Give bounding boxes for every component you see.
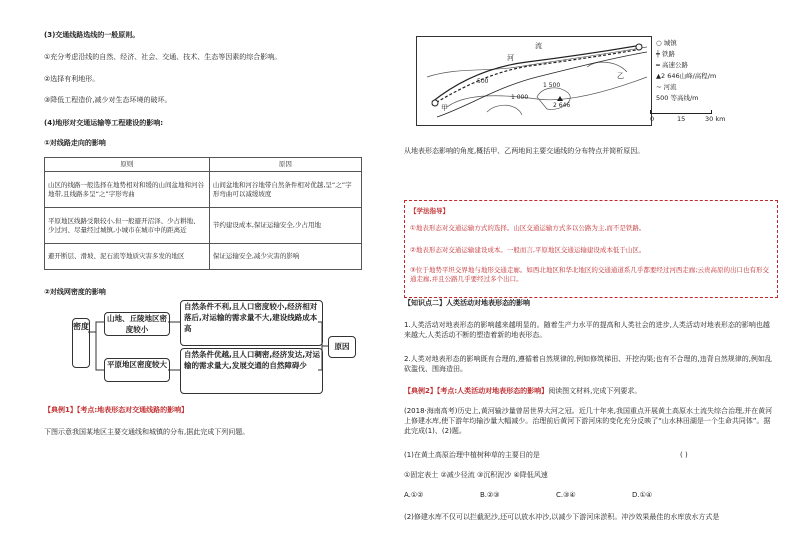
study-tips-title: 【学法指导】	[410, 207, 449, 215]
tip-3: ③位于地势平坦交界地与地形交通走廊。如西北地区和华北地区的交通通道系几乎都要经过河西走廊;云贵高原的出口也有形交通走廊,并且公路几乎要经过多个出口。	[410, 266, 770, 283]
density-branch-mountain: 山地、丘陵地区密度较小	[104, 312, 170, 336]
map-label-500: 500	[477, 78, 489, 85]
example1-tag: 【考点:地表形态对交通线路的影响】	[76, 406, 189, 414]
legend-item: ▲2 646山峰/高程/m	[656, 72, 717, 80]
map-legend	[656, 38, 716, 104]
example2-heading	[404, 386, 641, 396]
sec3-title: (3)交通线路选线的一般原则。	[44, 31, 140, 39]
legend-item: 500 等高线/m	[656, 94, 699, 102]
density-root: 密度	[72, 318, 90, 368]
kp2-paragraph-2: 2.人类对地表形态的影响既有合理的,遵循着自然规律的,例如修筑梯田、开挖沟渠;也有不合理的,违背自然规律的,例如乱砍滥伐、围海造田。	[404, 355, 772, 373]
q1-text: (1)在黄土高原治理中植树种草的主要目的是	[404, 451, 540, 459]
sec4-title: (4)地形对交通运输等工程建设的影响:	[44, 119, 164, 127]
map-label-jia: 甲	[441, 104, 448, 112]
sec3-item-3: ③降低工程造价,减少对生态环境的破坏。	[44, 96, 172, 104]
example1-text: 下图示意我国某地区主要交通线和城镇的分布,据此完成下列问题。	[44, 428, 250, 436]
q1-option-c[interactable]: C.③④	[556, 491, 576, 499]
legend-item: ○ 城镇	[656, 39, 677, 47]
map-label-river: 流	[535, 42, 542, 50]
density-cause: 原因	[328, 336, 356, 358]
sub1-title: ①对线路走向的影响	[44, 139, 106, 147]
sec3-item-2: ②选择有利地形。	[44, 75, 100, 83]
example2-text: (2018·海南高考)历史上,黄河输沙量曾居世界大河之冠。近几十年来,我国重点开展黄土高原水土流失综合治理,并在黄河上修建水库,使下游年均输沙量大幅减少。治理前后黄河下游河床的变化充分反映了“山水林田湖是一个生命共同体”。据此完成(1)、(2)题。	[404, 407, 773, 435]
kp2-paragraph-1: 1.人类活动对地表形态的影响越来越明显的。随着生产力水平的提高和人类社会的进步,人类活动对地表形态的影响也越来越大,人类活动不断的塑造着新的地表形态。	[404, 321, 770, 339]
map-label-1000: 1 000	[511, 94, 529, 101]
table-cell: 保证运输安全,减少灾害的影响	[209, 244, 361, 270]
transport-map	[416, 36, 652, 126]
tip-2: ②地表形态对交通运输建设成本。一般而言,平原地区交通运输建设成本低于山区。	[410, 246, 646, 254]
table-cell: 山间盆地和河谷地带自然条件相对优越,呈“之”字形弯曲可以减缓坡度	[209, 172, 361, 208]
highway-icon: ═	[656, 61, 662, 69]
map-label-river2: 河	[507, 54, 514, 62]
rail-icon: ┿	[656, 50, 662, 58]
q1-option-b[interactable]: B.②③	[480, 491, 500, 499]
map-label-1500: 1 500	[543, 82, 561, 89]
table-cell: 避开断层、滑坡、泥石流等地质灾害多发的地区	[45, 244, 210, 270]
example1-label: 【典例1】	[44, 406, 77, 414]
q1-option-d[interactable]: D.①④	[632, 491, 653, 499]
table-header: 原因	[209, 158, 361, 172]
example2-after: 阅读图文材料,完成下列要求。	[548, 387, 642, 395]
q1-items: ①固定表土 ②减少径流 ③沉积泥沙 ④降低风速	[404, 471, 548, 479]
river-icon: ∼	[656, 83, 664, 91]
map-label-yi: 乙	[617, 72, 624, 80]
density-reason-mountain: 自然条件不利,且人口密度较小,经济相对落后,对运输的需求量不大,建设线路成本高	[180, 300, 323, 346]
example2-label: 【典例2】	[404, 387, 437, 395]
legend-item: ∼ 河流	[656, 83, 677, 91]
map-label-peak: 2 646	[553, 102, 571, 109]
example1-question: 从地表形态影响的角度,概括甲、乙两地间主要交通线的分布特点并简析原因。	[404, 147, 645, 155]
example2-tag: 【考点:人类活动对地表形态的影响】	[436, 387, 549, 395]
table-cell: 山区的线路一般选择在地势相对和缓的山间盆地和河谷地带,且线路多呈“之”字形弯曲	[45, 172, 210, 208]
sub2-title: ②对线网密度的影响	[44, 288, 106, 296]
density-reason-plain: 自然条件优越,且人口稠密,经济发达,对运输的需求量大,发展交通的自然障碍少	[180, 348, 323, 394]
table-header: 原则	[45, 158, 210, 172]
q2-text: (2)修建水库不仅可以拦截泥沙,还可以放水冲沙,以减少下游河床淤积。冲沙效果最佳的水库放水方式是	[404, 513, 720, 521]
example1-heading	[44, 405, 188, 415]
legend-item: ═ 高速公路	[656, 61, 688, 69]
q1-option-a[interactable]: A.①②	[404, 491, 424, 499]
legend-item: ┿ 铁路	[656, 50, 675, 58]
map-scale: 0 15 30 km	[650, 110, 760, 128]
sec3-item-1: ①充分考虑沿线的自然、经济、社会、交通、技术、生态等因素的综合影响。	[44, 53, 282, 61]
map-graphic	[417, 37, 651, 125]
q1-paren: ( )	[680, 451, 688, 459]
table-cell: 节约建设成本,保证运输安全,少占用地	[209, 208, 361, 244]
kp2-title: 【知识点二】人类活动对地表形态的影响	[404, 299, 530, 307]
tip-1: ①地表形态对交通运输方式的选择。山区交通运输方式多以公路为主,而不是铁路。	[410, 224, 646, 232]
density-branch-plain: 平原地区密度较大	[104, 358, 170, 382]
town-icon: ○	[656, 39, 664, 47]
table-cell: 平原地区线路受限较小,但一般避开沼泽、少占耕地、少过河、尽量经过城镇,小城市在城市中的距离近	[45, 208, 210, 244]
